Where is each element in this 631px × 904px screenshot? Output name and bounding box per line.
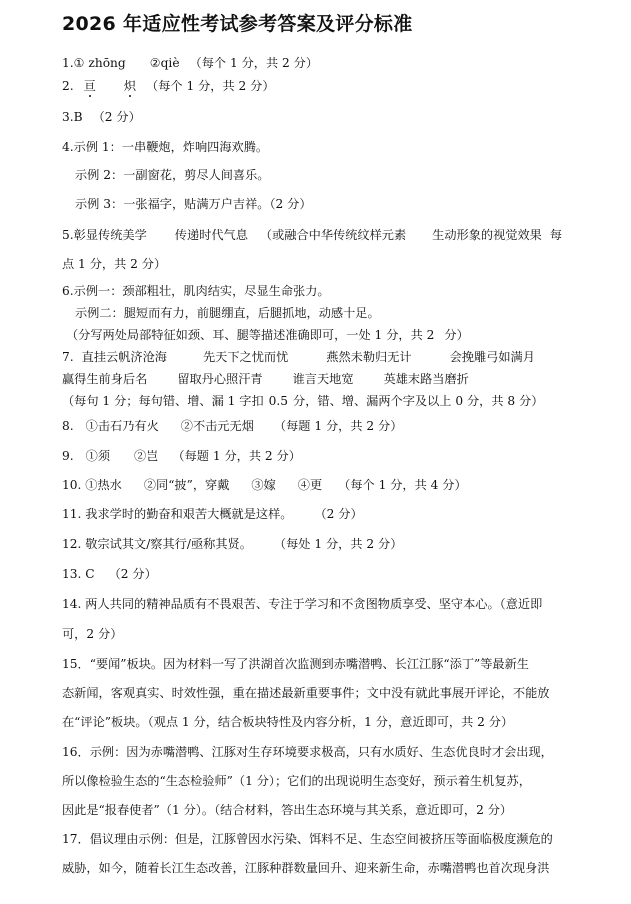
answer-6-scoring: （分写两处局部特征如颈、耳、腿等描述准确即可，一处 1 分，共 2 分） — [66, 328, 469, 342]
answer-15-line-2: 态新闻，客观真实、时效性强，重在描述最新重要事件；文中没有就此事展开评论，不能放 — [62, 686, 550, 700]
answer-10: 10. ①热水 ②同“披”，穿戴 ③嫁 ④更 （每个 1 分，共 4 分） — [62, 478, 467, 492]
answer-7-line-2: 赢得生前身后名 留取丹心照汗青 谁言天地宽 英雄末路当磨折 — [62, 372, 469, 386]
answer-8: 8. ①击石乃有火 ②不击元无烟 （每题 1 分，共 2 分） — [62, 419, 403, 433]
answer-6-example-1: 6.示例一：颈部粗壮，肌肉结实，尽显生命张力。 — [62, 284, 330, 298]
answer-15-line-3: 在“评论”板块。（观点 1 分，结合板块特性及内容分析，1 分，意近即可，共 2 分） — [62, 715, 514, 729]
answer-13: 13. C （2 分） — [62, 567, 157, 581]
answer-2: 2. 亘 炽 （每个 1 分，共 2 分） — [62, 79, 275, 93]
answer-17-line-1: 17．倡议理由示例：但是，江豚曾因水污染、饵料不足、生态空间被挤压等面临极度濒危的 — [62, 832, 553, 846]
answer-11: 11. 我求学时的勤奋和艰苦大概就是这样。 （2 分） — [62, 507, 363, 521]
answer-16-line-1: 16．示例：因为赤嘴潜鸭、江豚对生存环境要求极高，只有水质好、生态优良时才会出现， — [62, 745, 553, 759]
answer-4-example-3: 示例 3：一张福字，贴满万户吉祥。（2 分） — [75, 197, 312, 211]
answer-17-line-2: 威胁，如今，随着长江生态改善，江豚种群数量回升、迎来新生命，赤嘴潜鸭也首次现身洪 — [62, 861, 550, 875]
answer-3: 3.B （2 分） — [62, 110, 141, 124]
answer-4-example-1: 4.示例 1：一串鞭炮，炸响四海欢腾。 — [62, 140, 269, 154]
answer-7-scoring: （每句 1 分；每句错、增、漏 1 字扣 0.5 分，错、增、漏两个字及以上 0 分，共 8 分） — [62, 394, 544, 408]
answer-14-line-2: 可，2 分） — [62, 627, 123, 641]
answer-7-line-1: 7. 直挂云帆济沧海 先天下之忧而忧 燕然未勒归无计 会挽雕弓如满月 — [62, 350, 535, 364]
page-title: 2026 年适应性考试参考答案及评分标准 — [62, 13, 413, 35]
answer-14-line-1: 14. 两人共同的精神品质有不畏艰苦、专注于学习和不贪图物质享受、坚守本心。（意近即 — [62, 597, 543, 611]
answer-6-example-2: 示例二：腿短而有力，前腿绷直，后腿抓地，动感十足。 — [75, 306, 380, 320]
answer-16-line-3: 因此是“报春使者”（1 分）。（结合材料，答出生态环境与其关系，意近即可，2 分） — [62, 803, 513, 817]
answer-12: 12. 敬宗试其文/察其行/亟称其贤。 （每处 1 分，共 2 分） — [62, 537, 403, 551]
answer-1: 1.① zhōng ②qiè （每个 1 分，共 2 分） — [62, 56, 319, 70]
answer-5-line-2: 点 1 分，共 2 分） — [62, 257, 167, 271]
answer-5-line-1: 5.彰显传统美学 传递时代气息 （或融合中华传统纹样元素 生动形象的视觉效果 每 — [62, 228, 563, 242]
answer-4-example-2: 示例 2：一副窗花，剪尽人间喜乐。 — [75, 168, 270, 182]
answer-15-line-1: 15．“要闻”板块。因为材料一写了洪湖首次监测到赤嘴潜鸭、长江江豚“添丁”等最新生 — [62, 657, 529, 671]
answer-16-line-2: 所以像检验生态的“生态检验师”（1 分）；它们的出现说明生态变好，预示着生机复苏， — [62, 774, 531, 788]
answer-9: 9. ①须 ②岂 （每题 1 分，共 2 分） — [62, 449, 301, 463]
